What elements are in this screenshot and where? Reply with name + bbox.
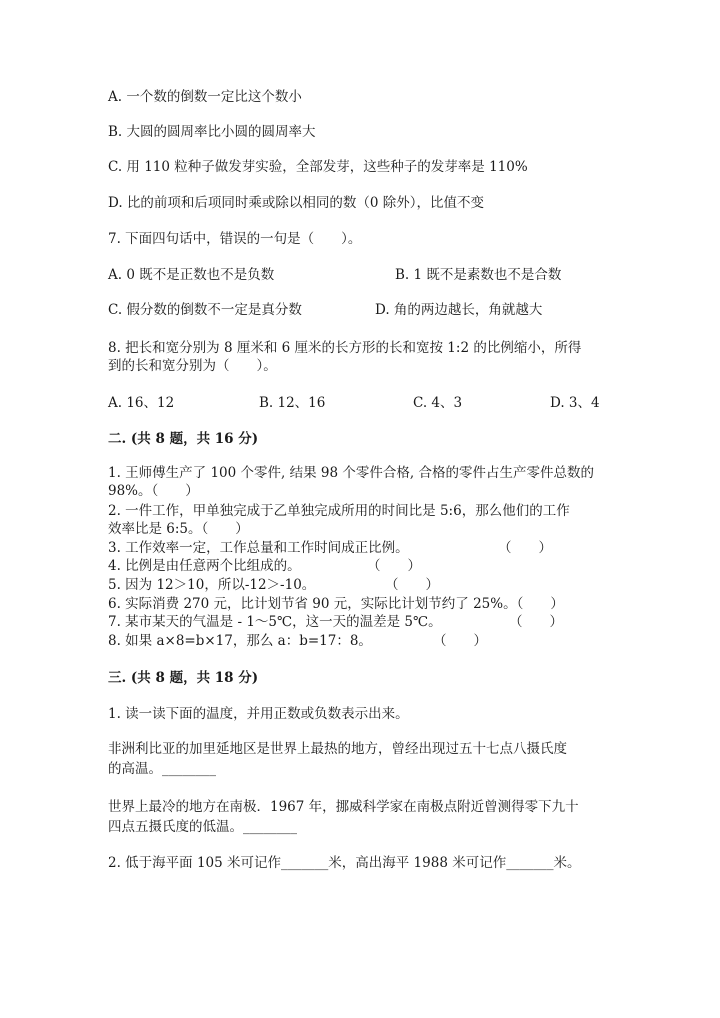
- q7-option-a: A. 0 既不是正数也不是负数: [108, 267, 275, 283]
- q6-option-a: A. 一个数的倒数一定比这个数小: [108, 89, 302, 105]
- s3-p1-line1: 非洲利比亚的加里延地区是世界上最热的地方，曾经出现过五十七点八摄氏度: [108, 741, 567, 757]
- q7-stem: 7. 下面四句话中，错误的一句是（ ）。: [108, 231, 362, 247]
- s2-item8: 8. 如果 a×8=b×17，那么 a：b=17：8。: [108, 633, 372, 649]
- s2-item3-blank[interactable]: （ ）: [498, 540, 552, 556]
- s3-q2: 2. 低于海平面 105 米可记作_______米，高出海平 1988 米可记作_______米。: [108, 855, 581, 871]
- section2-heading: 二. (共 8 题，共 16 分): [108, 431, 259, 447]
- s2-item5: 5. 因为 12＞10，所以-12＞-10。: [108, 577, 316, 593]
- q7-option-d: D. 角的两边越长，角就越大: [375, 302, 543, 318]
- q7-option-c: C. 假分数的倒数不一定是真分数: [108, 302, 302, 318]
- s2-item2-line1: 2. 一件工作，甲单独完成于乙单独完成所用的时间比是 5:6，那么他们的工作: [108, 503, 570, 519]
- s2-item7-blank[interactable]: （ ）: [509, 614, 563, 630]
- s2-item4: 4. 比例是由任意两个比组成的。: [108, 558, 301, 574]
- q8-option-d: D. 3、4: [550, 395, 600, 411]
- s2-item1-line2: 98%。（ ）: [108, 483, 199, 499]
- q7-option-b: B. 1 既不是素数也不是合数: [395, 267, 562, 283]
- q6-option-b: B. 大圆的圆周率比小圆的圆周率大: [108, 124, 316, 140]
- q6-option-c: C. 用 110 粒种子做发芽实验，全部发芽，这些种子的发芽率是 110%: [108, 159, 528, 175]
- q8-option-a: A. 16、12: [108, 395, 175, 411]
- s2-item7: 7. 某市某天的气温是 - 1～5℃，这一天的温差是 5℃。: [108, 614, 442, 630]
- s2-item2-line2: 效率比是 6:5。（ ）: [108, 521, 249, 537]
- s2-item1-line1: 1. 王师傅生产了 100 个零件, 结果 98 个零件合格, 合格的零件占生产零件总数的: [108, 465, 594, 481]
- s2-item3: 3. 工作效率一定，工作总量和工作时间成正比例。: [108, 540, 409, 556]
- s3-p2-line1: 世界上最冷的地方在南极．1967 年，挪威科学家在南极点附近曾测得零下九十: [108, 799, 579, 815]
- q8-stem-line2: 到的长和宽分别为（ ）。: [108, 358, 277, 374]
- s3-q1-stem: 1. 读一读下面的温度，并用正数或负数表示出来。: [108, 706, 409, 722]
- q8-option-c: C. 4、3: [413, 395, 463, 411]
- q8-option-b: B. 12、16: [259, 395, 326, 411]
- s3-p1-line2: 的高温。________: [108, 761, 216, 777]
- q6-option-d: D. 比的前项和后项同时乘或除以相同的数（0 除外），比值不变: [108, 195, 485, 211]
- s3-p2-line2: 四点五摄氏度的低温。________: [108, 819, 297, 835]
- s2-item4-blank[interactable]: （ ）: [367, 558, 421, 574]
- s2-item5-blank[interactable]: （ ）: [385, 577, 439, 593]
- section3-heading: 三. (共 8 题，共 18 分): [108, 670, 259, 686]
- s2-item8-blank[interactable]: （ ）: [433, 633, 487, 649]
- s2-item6: 6. 实际消费 270 元，比计划节省 90 元，实际比计划节约了 25%。（ ）: [108, 596, 564, 612]
- q8-stem-line1: 8. 把长和宽分别为 8 厘米和 6 厘米的长方形的长和宽按 1:2 的比例缩小，所得: [108, 340, 582, 356]
